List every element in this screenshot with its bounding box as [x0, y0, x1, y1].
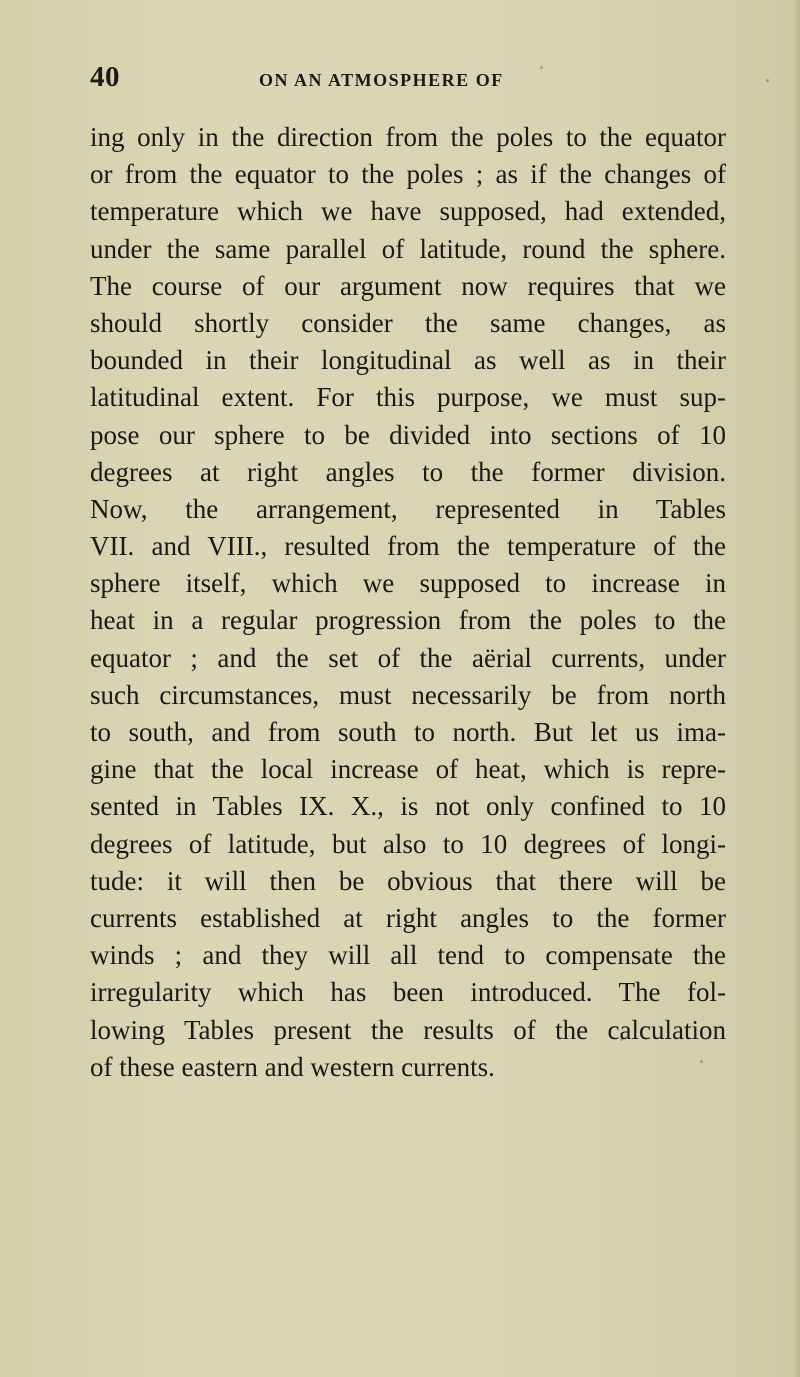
text-line: equator ; and the set of the aërial currents, under: [90, 642, 726, 673]
text-line: gine that the local increase of heat, which is repre-: [90, 754, 726, 785]
text-line: degrees of latitude, but also to 10 degrees of longi-: [90, 828, 726, 859]
text-line: Now, the arrangement, represented in Tables: [90, 493, 726, 524]
text-line: irregularity which has been introduced. The fol-: [90, 977, 726, 1008]
body-text: [90, 119, 726, 1086]
text-line: pose our sphere to be divided into sections of 10: [90, 419, 726, 450]
text-line: latitudinal extent. For this purpose, we must sup-: [90, 382, 726, 413]
paper-speck: [620, 1038, 623, 1041]
page-header: [90, 62, 730, 96]
text-line: under the same parallel of latitude, round the sphere.: [90, 233, 726, 264]
text-line: or from the equator to the poles ; as if the changes of: [90, 159, 726, 190]
text-line: of these eastern and western currents.: [90, 1051, 495, 1082]
text-line: VII. and VIII., resulted from the temperature of the: [90, 531, 726, 562]
text-line: ing only in the direction from the poles to the equator: [90, 122, 726, 152]
page-edge-shadow: [792, 0, 800, 1377]
running-head: ON AN ATMOSPHERE OF: [259, 70, 504, 90]
text-line: degrees at right angles to the former division.: [90, 456, 726, 487]
text-line: currents established at right angles to the former: [90, 902, 726, 933]
text-line: should shortly consider the same changes, as: [90, 307, 726, 338]
text-line: tude: it will then be obvious that there will be: [90, 865, 726, 896]
text-line: sented in Tables IX. X., is not only confined to 10: [90, 791, 726, 822]
text-line: sphere itself, which we supposed to increase in: [90, 568, 726, 599]
text-line: to south, and from south to north. But let us ima-: [90, 717, 726, 747]
text-line: such circumstances, must necessarily be from north: [90, 679, 726, 710]
text-line: bounded in their longitudinal as well as in their: [90, 345, 726, 376]
paper-speck: [700, 1060, 703, 1063]
text-line: temperature which we have supposed, had extended,: [90, 196, 726, 227]
text-line: winds ; and they will all tend to compensate the: [90, 940, 726, 971]
text-line: lowing Tables present the results of the calculation: [90, 1014, 726, 1045]
paper-speck: [766, 79, 769, 82]
paper-speck: [540, 66, 543, 69]
text-line: The course of our argument now requires that we: [90, 270, 726, 301]
page-number: 40: [90, 61, 120, 93]
text-line: heat in a regular progression from the poles to the: [90, 605, 726, 636]
